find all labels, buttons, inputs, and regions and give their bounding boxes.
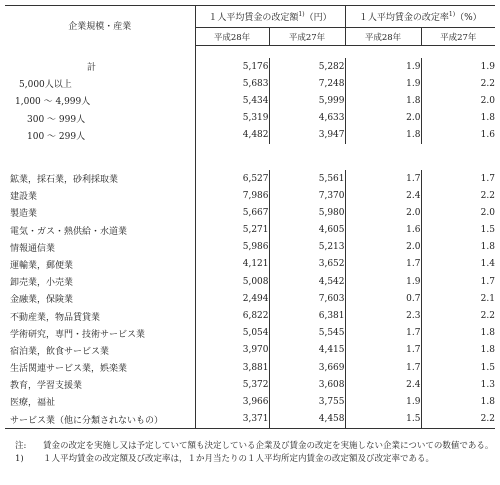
table-row <box>5 359 495 376</box>
cell-rate-2015: 1.7 <box>480 173 495 184</box>
row-label: 300 ～ 999人 <box>5 110 195 127</box>
cell-rate-2016: 2.0 <box>345 110 421 127</box>
table-row <box>5 325 495 342</box>
cell-rate-2015: 1.8 <box>480 328 495 339</box>
cell-amount-2015: 3,947 <box>269 127 345 144</box>
cell-amount-2016: 7,986 <box>195 187 269 204</box>
cell-rate-2015: 1.4 <box>480 259 495 270</box>
footnote <box>5 440 495 453</box>
cell-rate-2016: 1.9 <box>345 58 421 75</box>
table-row <box>5 75 495 92</box>
table-row <box>5 170 495 187</box>
cell-rate-2016: 1.9 <box>345 393 421 410</box>
cell-amount-2015: 4,605 <box>269 222 345 239</box>
cell-rate-2015: 2.1 <box>480 293 495 304</box>
row-label: 計 <box>5 58 195 75</box>
footnote-mark: 注: <box>15 441 27 451</box>
cell-rate-2016: 1.7 <box>345 325 421 342</box>
category-header: 企業規模・産業 <box>5 6 195 46</box>
rate-unit: （%） <box>455 13 482 23</box>
cell-amount-2016: 3,970 <box>195 342 269 359</box>
cell-rate-2015: 1.5 <box>480 362 495 373</box>
cell-rate-2016: 2.3 <box>345 307 421 324</box>
cell-rate-2015: 2.0 <box>480 207 495 218</box>
row-label: 学術研究，専門・技術サービス業 <box>5 325 195 342</box>
amount-group-header <box>195 6 345 28</box>
table-row <box>5 187 495 204</box>
row-label: 生活関連サービス業，娯楽業 <box>5 359 195 376</box>
cell-amount-2016: 3,881 <box>195 359 269 376</box>
table-row <box>5 290 495 307</box>
cell-amount-2015: 5,999 <box>269 92 345 109</box>
row-label: 5,000人以上 <box>5 75 195 92</box>
cell-amount-2015: 5,980 <box>269 204 345 221</box>
cell-rate-2015: 2.2 <box>421 411 495 429</box>
cell-amount-2015: 3,608 <box>269 376 345 393</box>
cell-amount-2015: 4,633 <box>269 110 345 127</box>
cell-amount-2015: 5,213 <box>269 239 345 256</box>
cell-amount-2016: 5,008 <box>195 273 269 290</box>
cell-rate-2015: 2.2 <box>480 190 495 201</box>
cell-amount-2015: 5,282 <box>269 58 345 75</box>
cell-amount-2015: 7,370 <box>269 187 345 204</box>
row-label: 教育，学習支援業 <box>5 376 195 393</box>
table-row <box>5 307 495 324</box>
cell-rate-2015: 1.5 <box>480 225 495 236</box>
cell-amount-2016: 3,371 <box>195 411 269 429</box>
amount-footnote-mark: 1) <box>298 11 305 18</box>
cell-amount-2016: 6,822 <box>195 307 269 324</box>
row-label: 電気・ガス・熱供給・水道業 <box>5 222 195 239</box>
cell-amount-2016: 4,121 <box>195 256 269 273</box>
cell-rate-2016: 1.8 <box>345 127 421 144</box>
cell-amount-2015: 4,415 <box>269 342 345 359</box>
cell-amount-2015: 4,458 <box>269 411 345 429</box>
table-row <box>5 204 495 221</box>
amount-unit: （円） <box>304 13 332 23</box>
cell-rate-2015: 2.2 <box>480 311 495 322</box>
year-header-rate-2015: 平成27年 <box>421 28 495 46</box>
table-row <box>5 393 495 410</box>
row-label: 宿泊業，飲食サービス業 <box>5 342 195 359</box>
footnote-text: 賃金の改定を実施し又は予定していて額も決定している企業及び賃金の改定を実施しない企業についての数値である。 <box>43 441 494 451</box>
cell-amount-2015: 3,652 <box>269 256 345 273</box>
cell-amount-2016: 5,054 <box>195 325 269 342</box>
row-label: 医療，福祉 <box>5 393 195 410</box>
cell-rate-2015: 2.0 <box>480 95 495 106</box>
table-row <box>5 376 495 393</box>
wage-revision-table <box>5 5 495 429</box>
table-row <box>5 256 495 273</box>
cell-rate-2016: 1.8 <box>345 92 421 109</box>
cell-rate-2016: 1.6 <box>345 222 421 239</box>
header-row-1 <box>5 6 495 28</box>
row-label: サービス業（他に分類されないもの） <box>5 411 195 429</box>
row-label: 1,000 ～ 4,999人 <box>5 92 195 109</box>
row-label: 情報通信業 <box>5 239 195 256</box>
cell-rate-2015: 1.8 <box>480 113 495 124</box>
table-row-total <box>5 58 495 75</box>
spacer-row <box>5 46 495 59</box>
cell-rate-2016: 2.0 <box>345 204 421 221</box>
footnote <box>5 453 495 466</box>
table-row <box>5 342 495 359</box>
cell-amount-2016: 5,986 <box>195 239 269 256</box>
table-row <box>5 239 495 256</box>
row-label: 鉱業，採石業，砂利採取業 <box>5 170 195 187</box>
table-row <box>5 110 495 127</box>
cell-amount-2016: 5,683 <box>195 75 269 92</box>
cell-rate-2015: 1.7 <box>480 276 495 287</box>
table-row <box>5 127 495 144</box>
cell-amount-2016: 2,494 <box>195 290 269 307</box>
cell-amount-2015: 3,755 <box>269 393 345 410</box>
cell-rate-2016: 1.7 <box>345 170 421 187</box>
row-label: 金融業，保険業 <box>5 290 195 307</box>
cell-rate-2015: 1.6 <box>480 130 495 141</box>
rate-group-header <box>345 6 495 28</box>
cell-amount-2015: 4,542 <box>269 273 345 290</box>
row-label: 運輸業，郵便業 <box>5 256 195 273</box>
cell-rate-2016: 2.4 <box>345 376 421 393</box>
cell-rate-2016: 2.0 <box>345 239 421 256</box>
row-label: 卸売業，小売業 <box>5 273 195 290</box>
cell-amount-2015: 7,603 <box>269 290 345 307</box>
cell-rate-2016: 1.9 <box>345 273 421 290</box>
cell-rate-2015: 1.9 <box>480 61 495 72</box>
table-row <box>5 273 495 290</box>
cell-rate-2015: 2.2 <box>480 78 495 89</box>
cell-rate-2016: 2.4 <box>345 187 421 204</box>
footnote-mark: 1) <box>15 454 24 464</box>
cell-amount-2016: 5,667 <box>195 204 269 221</box>
rate-group-label: １人平均賃金の改定率 <box>358 13 449 23</box>
cell-amount-2016: 5,176 <box>195 58 269 75</box>
cell-amount-2016: 5,434 <box>195 92 269 109</box>
cell-amount-2015: 3,669 <box>269 359 345 376</box>
cell-amount-2016: 5,372 <box>195 376 269 393</box>
cell-rate-2015: 1.3 <box>480 379 495 390</box>
spacer-row <box>5 144 495 170</box>
row-label: 建設業 <box>5 187 195 204</box>
table-row <box>5 411 495 429</box>
row-label: 不動産業，物品賃貸業 <box>5 307 195 324</box>
cell-rate-2015: 1.8 <box>480 396 495 407</box>
cell-rate-2016: 1.5 <box>345 411 421 429</box>
cell-amount-2016: 6,527 <box>195 170 269 187</box>
footnotes <box>5 440 495 466</box>
row-label: 製造業 <box>5 204 195 221</box>
year-header-amount-2015: 平成27年 <box>269 28 345 46</box>
cell-rate-2015: 1.8 <box>480 345 495 356</box>
table-row <box>5 222 495 239</box>
row-label: 100 ～ 299人 <box>5 127 195 144</box>
cell-amount-2015: 5,545 <box>269 325 345 342</box>
cell-rate-2016: 1.7 <box>345 256 421 273</box>
cell-rate-2016: 1.7 <box>345 342 421 359</box>
cell-amount-2016: 5,319 <box>195 110 269 127</box>
amount-group-label: １人平均賃金の改定額 <box>208 13 299 23</box>
footnote-text: １人平均賃金の改定額及び改定率は，１か月当たりの１人平均所定内賃金の改定額及び改定率である。 <box>43 454 435 464</box>
year-header-amount-2016: 平成28年 <box>195 28 269 46</box>
cell-rate-2016: 0.7 <box>345 290 421 307</box>
cell-rate-2015: 1.8 <box>480 242 495 253</box>
cell-amount-2016: 3,966 <box>195 393 269 410</box>
table-row <box>5 92 495 109</box>
cell-rate-2016: 1.7 <box>345 359 421 376</box>
cell-amount-2015: 5,561 <box>269 170 345 187</box>
year-header-rate-2016: 平成28年 <box>345 28 421 46</box>
cell-amount-2015: 7,248 <box>269 75 345 92</box>
cell-amount-2015: 6,381 <box>269 307 345 324</box>
cell-amount-2016: 4,482 <box>195 127 269 144</box>
cell-amount-2016: 5,271 <box>195 222 269 239</box>
cell-rate-2016: 1.9 <box>345 75 421 92</box>
rate-footnote-mark: 1) <box>448 11 456 18</box>
